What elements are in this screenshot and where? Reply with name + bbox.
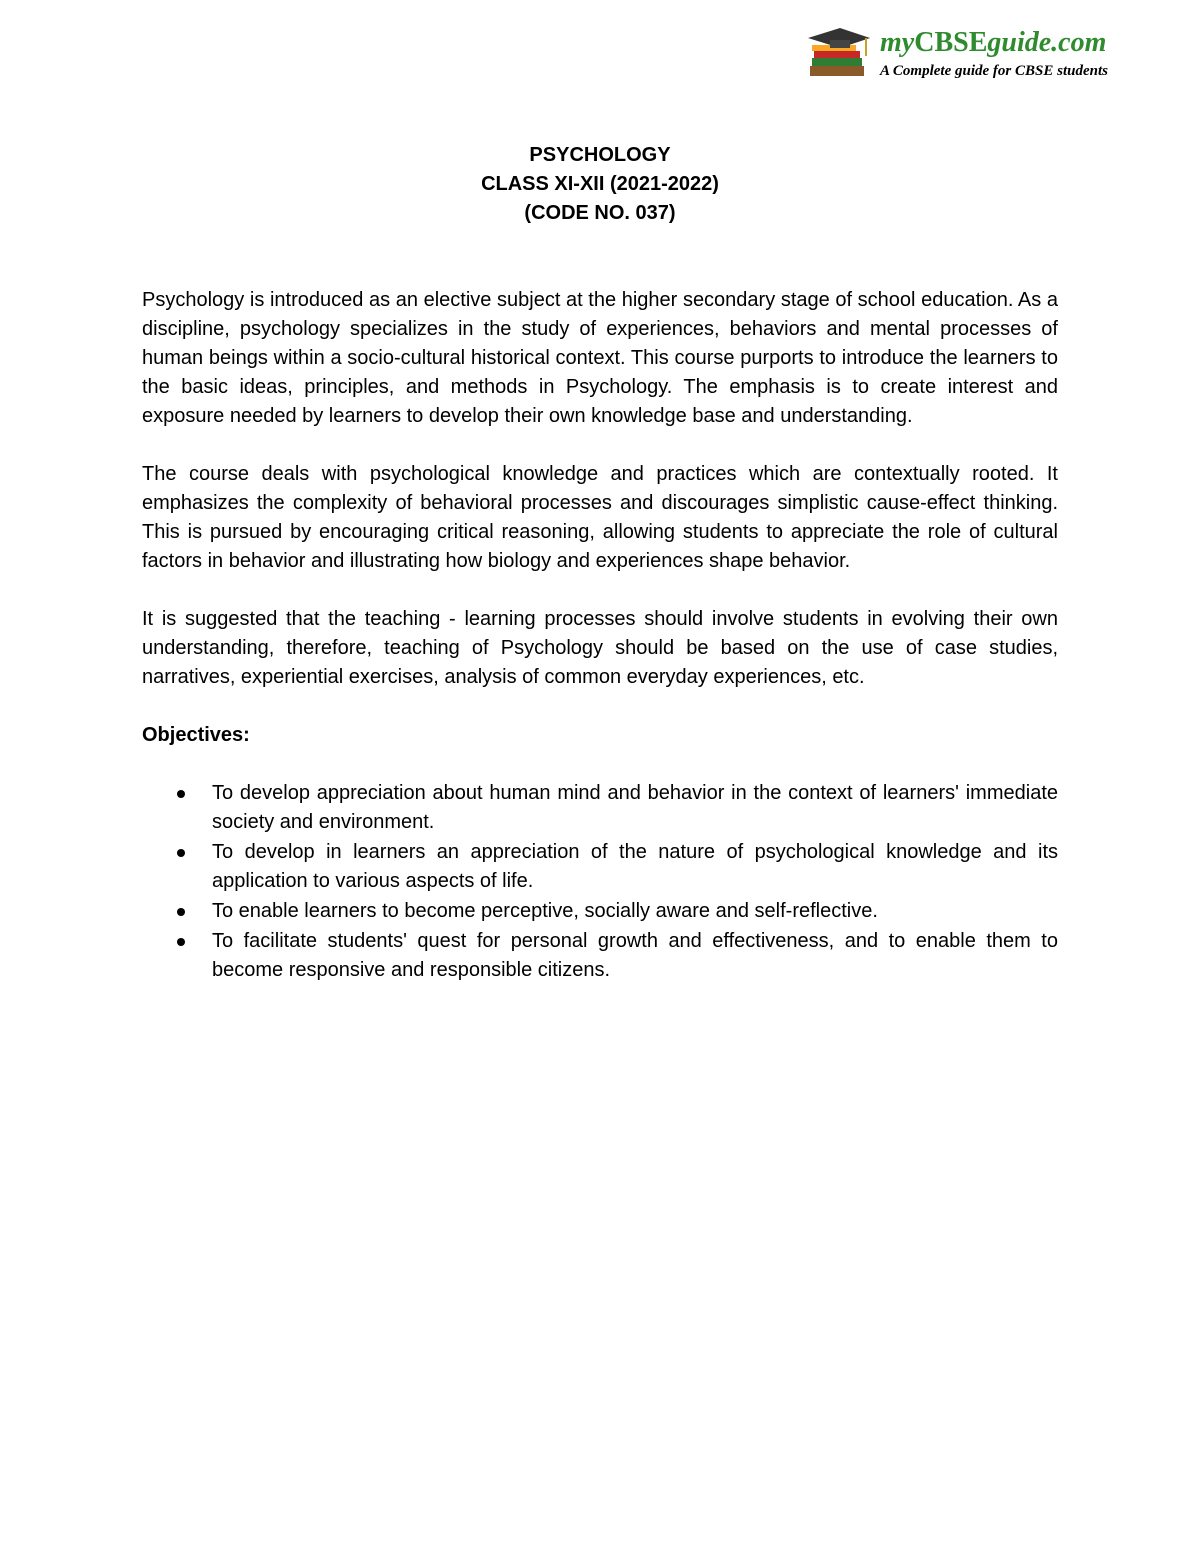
document-body <box>142 286 1058 986</box>
code-title: (CODE NO. 037) <box>524 202 676 224</box>
class-title: CLASS XI-XII (2021-2022) <box>481 173 719 195</box>
teaching-paragraph: It is suggested that the teaching - learning processes should involve students in evolving their own understanding, therefore, teaching of Psychology should be based on the use of case studies, narratives, experiential exercises, analysis of common everyday experiences, etc. <box>142 608 1058 688</box>
logo-tagline: A Complete guide for CBSE students <box>880 63 1108 79</box>
logo-title-cbse: CBSE <box>914 27 988 58</box>
bullet-icon <box>177 908 185 916</box>
objective-text: To facilitate students' quest for personal growth and effectiveness, and to enable them to become responsive and responsible citizens. <box>212 930 1058 981</box>
subject-title: PSYCHOLOGY <box>529 144 671 166</box>
objectives-heading: Objectives: <box>142 724 250 746</box>
document-heading <box>0 141 1200 228</box>
objective-text: To develop in learners an appreciation of the nature of psychological knowledge and its application to various aspects of life. <box>212 841 1058 892</box>
logo-title-my: my <box>880 27 915 58</box>
objectives-list <box>142 779 1058 985</box>
bullet-icon <box>177 849 185 857</box>
books-graduation-cap-icon <box>806 26 872 82</box>
intro-paragraph: Psychology is introduced as an elective subject at the higher secondary stage of school education. As a discipline, psychology specializes in the study of experiences, behaviors and mental processes of human beings within a socio-cultural historical context. This course purports to introduce the learners to the basic ideas, principles, and methods in Psychology. The emphasis is to create interest and exposure needed by learners to develop their own knowledge base and understanding. <box>142 289 1058 427</box>
list-item <box>142 779 1058 837</box>
list-item <box>142 897 1058 926</box>
logo-title <box>880 26 1106 60</box>
bullet-icon <box>177 790 185 798</box>
bullet-icon <box>177 938 185 946</box>
objective-text: To develop appreciation about human mind and behavior in the context of learners' immediate society and environment. <box>212 782 1058 833</box>
list-item <box>142 838 1058 896</box>
course-paragraph: The course deals with psychological knowledge and practices which are contextually rooted. It emphasizes the complexity of behavioral processes and discourages simplistic cause-effect thinking. This is pursued by encouraging critical reasoning, allowing students to appreciate the role of cultural factors in behavior and illustrating how biology and experiences shape behavior. <box>142 463 1058 572</box>
objective-text: To enable learners to become perceptive, socially aware and self-reflective. <box>212 900 878 922</box>
logo-title-guide: guide.com <box>987 27 1107 58</box>
list-item <box>142 927 1058 985</box>
mycbseguide-logo <box>806 26 1166 86</box>
